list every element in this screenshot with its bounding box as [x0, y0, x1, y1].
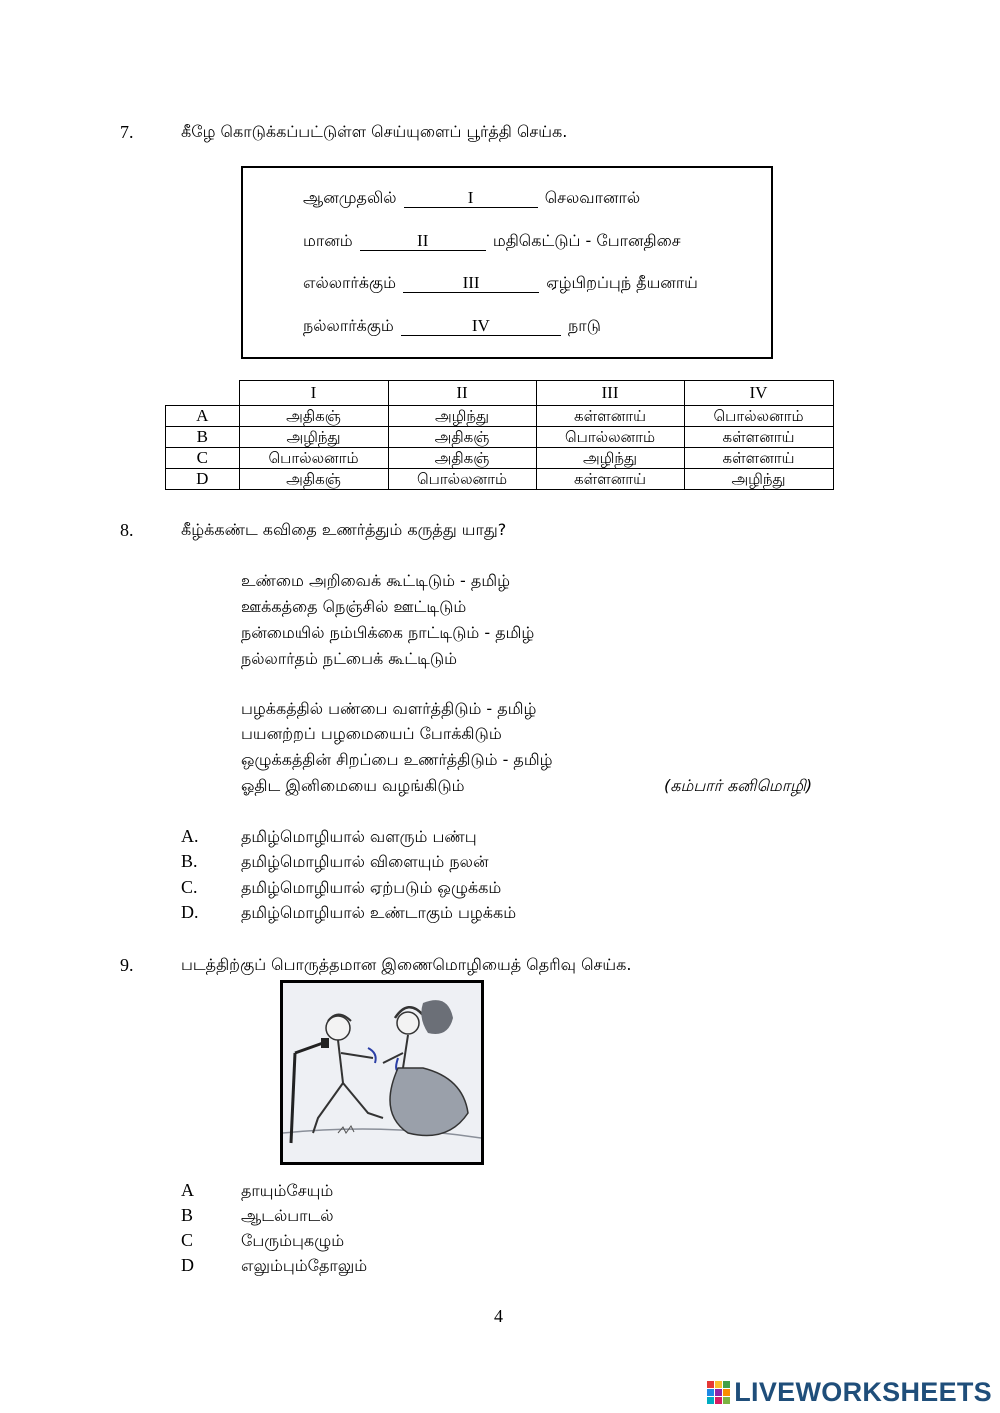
logo-square: [715, 1389, 722, 1396]
table-header: I: [239, 381, 388, 406]
table-header-row: [166, 381, 834, 406]
verse-line-2: [303, 231, 681, 252]
option-letter: A: [181, 1180, 194, 1200]
logo-square: [723, 1389, 730, 1396]
logo-square: [723, 1397, 730, 1404]
table-cell: அதிகஞ்: [388, 427, 536, 448]
option-letter: B: [181, 1205, 194, 1225]
table-cell: பொல்லனாம்: [239, 448, 388, 469]
verse-blank-4[interactable]: IV: [401, 317, 561, 336]
option-text[interactable]: ஆடல்பாடல்: [241, 1206, 334, 1225]
option-text[interactable]: தமிழ்மொழியால் வளரும் பண்பு: [241, 827, 477, 846]
verse-line-3: [303, 273, 698, 294]
table-cell: அழிந்து: [388, 406, 536, 427]
option-letter: A.: [181, 826, 199, 846]
verse-blank-1[interactable]: I: [404, 189, 538, 208]
table-cell: அதிகஞ்: [388, 448, 536, 469]
table-cell: அதிகஞ்: [239, 406, 388, 427]
row-label: A: [166, 406, 240, 427]
table-cell: கள்ளனாய்: [536, 406, 684, 427]
table-cell: கள்ளனாய்: [684, 427, 833, 448]
option-letter: B.: [181, 851, 198, 871]
question-9-text: படத்திற்குப் பொருத்தமான இணைமொழியைத் தெரிவு செய்க.: [181, 955, 632, 974]
row-label: C: [166, 448, 240, 469]
verse-text: மானம்: [303, 231, 353, 250]
table-cell: அழிந்து: [536, 448, 684, 469]
poem-line: ஒழுக்கத்தின் சிறப்பை உணர்த்திடும் - தமிழ்: [241, 750, 553, 769]
table-cell: அதிகஞ்: [239, 469, 388, 490]
table-header: II: [388, 381, 536, 406]
question-8-number: 8.: [120, 520, 134, 540]
table-row[interactable]: [166, 427, 834, 448]
logo-square: [715, 1381, 722, 1388]
logo-square: [707, 1389, 714, 1396]
table-cell: கள்ளனாய்: [536, 469, 684, 490]
logo-square: [723, 1381, 730, 1388]
poem-line: பழக்கத்தில் பண்பை வளர்த்திடும் - தமிழ்: [241, 699, 537, 718]
verse-line-1: [303, 188, 640, 209]
table-cell: பொல்லனாம்: [536, 427, 684, 448]
liveworksheets-logo[interactable]: [707, 1378, 992, 1406]
verse-text: நாடு: [567, 316, 601, 335]
question-9-number: 9.: [120, 955, 134, 975]
poem-line: ஊக்கத்தை நெஞ்சில் ஊட்டிடும்: [241, 597, 467, 616]
verse-blank-3[interactable]: III: [403, 274, 539, 293]
verse-blank-2[interactable]: II: [360, 232, 486, 251]
verse-text: நல்லார்க்கும்: [303, 316, 394, 335]
table-cell: பொல்லனாம்: [684, 406, 833, 427]
option-text[interactable]: தமிழ்மொழியால் உண்டாகும் பழக்கம்: [241, 903, 517, 922]
table-row[interactable]: [166, 469, 834, 490]
question-7-number: 7.: [120, 122, 134, 142]
verse-text: ஆனமுதலில்: [303, 188, 397, 207]
option-letter: D: [181, 1255, 194, 1275]
poem-line: பயனற்றப் பழமையைப் போக்கிடும்: [241, 724, 502, 743]
poem-line: நல்லார்தம் நட்பைக் கூட்டிடும்: [241, 649, 457, 668]
verse-text: மதிகெட்டுப் - போனதிசை: [492, 231, 681, 250]
option-letter: C: [181, 1230, 194, 1250]
verse-text: செலவானால்: [544, 188, 641, 207]
table-cell: அழிந்து: [239, 427, 388, 448]
option-text[interactable]: தாயும்சேயும்: [241, 1181, 334, 1200]
row-label: D: [166, 469, 240, 490]
table-row[interactable]: [166, 448, 834, 469]
table-cell: அழிந்து: [684, 469, 833, 490]
poem-line: நன்மையில் நம்பிக்கை நாட்டிடும் - தமிழ்: [241, 623, 535, 642]
logo-square: [707, 1381, 714, 1388]
option-text[interactable]: தமிழ்மொழியால் விளையும் நலன்: [241, 852, 489, 871]
option-letter: D.: [181, 902, 199, 922]
table-cell: பொல்லனாம்: [388, 469, 536, 490]
verse-line-4: [303, 316, 601, 337]
page-number: 4: [494, 1306, 503, 1326]
option-text[interactable]: தமிழ்மொழியால் ஏற்படும் ஒழுக்கம்: [241, 878, 502, 897]
logo-text: LIVEWORKSHEETS: [734, 1376, 992, 1407]
option-letter: C.: [181, 877, 198, 897]
question-7-text: கீழே கொடுக்கப்பட்டுள்ள செய்யுளைப் பூர்த்தி செய்க.: [181, 122, 568, 141]
table-cell: கள்ளனாய்: [684, 448, 833, 469]
verse-text: ஏழ்பிறப்புந் தீயனாய்: [546, 273, 698, 292]
verse-text: எல்லார்க்கும்: [303, 273, 396, 292]
verse-box: [241, 166, 773, 359]
table-header: III: [536, 381, 684, 406]
option-text[interactable]: பேரும்புகழும்: [241, 1231, 345, 1250]
poem-line: ஓதிட இனிமையை வழங்கிடும்: [241, 776, 465, 795]
option-text[interactable]: எலும்பும்தோலும்: [241, 1256, 368, 1275]
row-label: B: [166, 427, 240, 448]
logo-square: [715, 1397, 722, 1404]
table-row[interactable]: [166, 406, 834, 427]
question-8-text: கீழ்க்கண்ட கவிதை உணர்த்தும் கருத்து யாது?: [181, 520, 507, 539]
table-header: IV: [684, 381, 833, 406]
logo-square: [707, 1397, 714, 1404]
poem-attribution: (கம்பார் கனிமொழி): [664, 776, 813, 795]
cartoon-image: [280, 980, 484, 1165]
answer-options-table: [165, 380, 834, 490]
table-corner-cell: [166, 381, 240, 406]
logo-grid-icon: [707, 1381, 730, 1404]
poem-line: உண்மை அறிவைக் கூட்டிடும் - தமிழ்: [241, 571, 510, 590]
dancing-couple-illustration: [283, 983, 481, 1162]
